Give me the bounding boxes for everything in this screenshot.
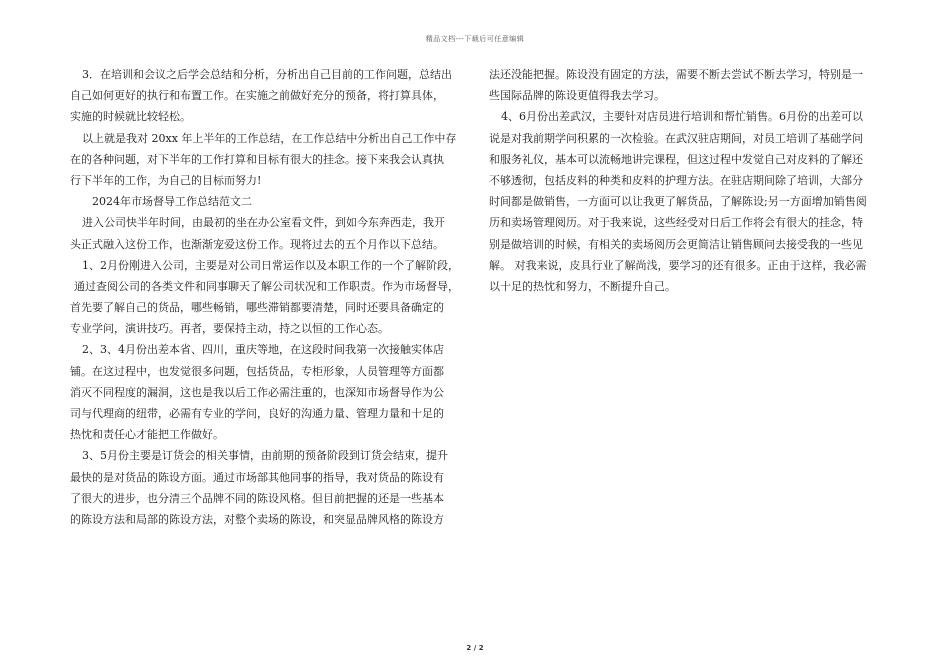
right-column	[489, 64, 881, 297]
text-line: 头正式融入这份工作，也渐渐宠爱这份工作。现将过去的五个月作以下总结。	[70, 237, 444, 251]
text-line: 2、3、4月份出差本省、四川，重庆等地，在这段时间我第一次接触实体店	[82, 343, 444, 357]
text-line: 的陈设方法和局部的陈设方法，对整个卖场的陈设，和突显品牌风格的陈设方	[70, 512, 444, 526]
text-line: 铺。在这过程中，也发觉很多问题，包括货品，专柜形象，人员管理等方面都	[70, 364, 444, 378]
text-line: 解。 对我来说，皮具行业了解尚浅，要学习的还有很多。正由于这样，我必需	[489, 258, 867, 272]
text-line: 进入公司快半年时间，由最初的坐在办公室看文件，到如今东奔西走，我开	[82, 216, 445, 230]
text-line: 别是做培训的时候，有相关的卖场阅历会更简洁让销售顾问去接受我的一些见	[489, 237, 863, 251]
text-line: 说是对我前期学问积累的一次检验。在武汉驻店期间，对员工培训了基础学问	[489, 131, 863, 145]
text-line: 最快的是对货品的陈设方面。通过市场部其他同事的指导，我对货品的陈设有	[70, 470, 444, 484]
text-line: 实施的时候就比较轻松。	[70, 110, 191, 124]
text-line: 3．在培训和会议之后学会总结和分析，分析出自己目前的工作问题，总结出	[82, 68, 452, 81]
page-number: 2 / 2	[466, 644, 484, 652]
text-line: 法还没能把握。陈设没有固定的方法，需要不断去尝试不断去学习，特别是一	[489, 68, 863, 81]
text-line: 4、6月份出差武汉，主要针对店员进行培训和帮忙销售。6月份的出差可以	[501, 110, 863, 124]
text-line: 历和卖场管理阅历。对于我来说，这些经受对日后工作将会有很大的挂念，特	[489, 216, 863, 230]
page-header: 精品文档---下载后可任意编辑	[425, 35, 525, 43]
text-line: 和服务礼仪，基本可以流畅地讲完课程，但这过程中发觉自己对皮料的了解还	[489, 152, 863, 166]
text-line: 不够透彻，包括皮料的种类和皮料的护理方法。在驻店期间除了培训，大部分	[489, 173, 863, 187]
text-line: 3、5月份主要是订货会的相关事情，由前期的预备阶段到订货会结束，提升	[82, 449, 448, 463]
text-line: 以十足的热忱和努力，不断提升自己。	[489, 279, 676, 293]
text-line: 司与代理商的纽带，必需有专业的学问，良好的沟通力量、管理力量和十足的	[70, 407, 444, 420]
left-column	[70, 64, 462, 530]
text-line: 首先要了解自己的货品，哪些畅销，哪些滞销都要清楚，同时还要具备确定的	[70, 301, 444, 315]
text-line: 热忱和责任心才能把工作做好。	[70, 428, 224, 442]
text-line: 消灭不同程度的漏洞，这也是我以后工作必需注重的，也深知市场督导作为公	[70, 385, 444, 399]
text-line: 了很大的进步，也分清三个品牌不同的陈设风格。但目前把握的还是一些基本	[70, 491, 444, 505]
text-line: 通过查阅公司的各类文件和同事聊天了解公司状况和工作职责。作为市场督导，	[74, 279, 459, 293]
text-line: 时间都是做销售，一方面可以让我更了解货品，了解陈设;另一方面增加销售阅	[489, 195, 867, 209]
text-line: 自己如何更好的执行和布置工作。在实施之前做好充分的预备，将打算具体，	[70, 89, 444, 103]
text-line: 专业学问，演讲技巧。再者，要保持主动，持之以恒的工作心态。	[70, 322, 389, 336]
text-line: 行下半年的工作，为自己的目标而努力!	[70, 173, 262, 187]
text-line: 些国际品牌的陈设更值得我去学习。	[489, 89, 665, 103]
text-line: 在的各种问题，对下半年的工作打算和目标有很大的挂念。接下来我会认真执	[70, 152, 444, 166]
text-line: 1、2月份刚进入公司，主要是对公司日常运作以及本职工作的一个了解阶段，	[82, 258, 459, 272]
text-line: 2024年市场督导工作总结范文二	[92, 195, 252, 209]
text-line: 以上就是我对 20xx 年上半年的工作总结，在工作总结中分析出自己工作中存	[82, 131, 457, 145]
